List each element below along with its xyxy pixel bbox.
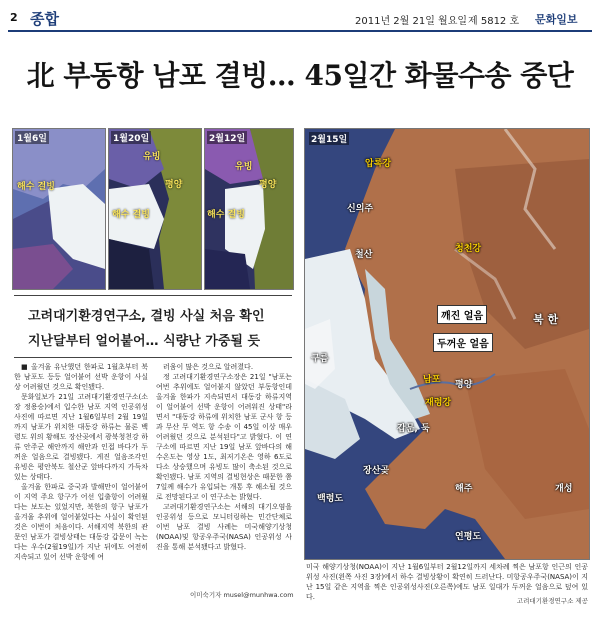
callout-broken-ice: 깨진 얼음: [437, 305, 487, 324]
panel-3-label-pyongyang: 평양: [259, 180, 277, 190]
section-title: 종합: [30, 10, 59, 28]
place-clouds: 구름: [311, 354, 329, 364]
panel-date-3: 2월12일: [207, 131, 247, 144]
issue-date: 2011년 2월 21일 월요일: [355, 16, 468, 27]
headline: 北 부동항 남포 결빙… 45일간 화물수송 중단: [26, 59, 574, 92]
article-column-1: [14, 362, 148, 594]
article-column-2: [156, 362, 292, 584]
satellite-map: [304, 128, 590, 560]
paragraph: 문화일보가 21일 고려대기환경연구소(소장 정용승)에서 입수한 남포 지역 인공위성 사진에 따르면 지난 1월6일부터 2월 19일까지 남포가 위치한 대동강 하류는 물론 백령도 위의 황해도 장산곶에서 광북청천강 하류 안주군 해안까지 해안과 인접 바다가 두꺼운 얼음으로 결빙됐다. 게진 얼음조각인 유빙은 평안북도 철산군 앞바다까지 가득차 있는 상태다.: [14, 393, 148, 481]
place-pyongyang: 평양: [455, 380, 473, 390]
map-date: 2월15일: [309, 132, 349, 145]
satellite-image-1: [13, 129, 105, 289]
publication-name: 문화일보: [535, 13, 578, 26]
paragraph: 고려대기환경연구소는 서해의 대기오염을 인공위성 등으로 모니터링하는 민간단체로 이번 남포 결빙 사례는 미국해양기상청(NOAA)및 항공우주국(NASA) 인공위성 사진을 통해 분석됐다고 밝혔다.: [156, 503, 292, 551]
place-cheongcheon-river: 청천강: [455, 244, 482, 254]
subhead-rule-bottom: [14, 357, 292, 358]
header-rule: [8, 30, 592, 32]
place-jangsangot: 장산곶: [363, 466, 390, 476]
page-number: 2: [10, 11, 18, 24]
place-kaesong: 개성: [555, 484, 573, 494]
subhead-2: 지난달부터 얼어붙어… 식량난 가중될 듯: [28, 334, 261, 349]
subhead-1: 고려대기환경연구소, 결빙 사실 처음 확인: [28, 309, 265, 324]
panel-3-label-ice-floe: 유빙: [235, 162, 253, 172]
place-cheolsan: 철산: [355, 250, 373, 260]
place-lock-gate: 갑문, 둑: [397, 424, 430, 434]
subhead-rule-top: [14, 295, 292, 296]
place-haeju: 해주: [455, 484, 473, 494]
byline: 이미숙기자 musel@munhwa.com: [190, 591, 294, 599]
place-jaeryeong-river: 재령강: [425, 398, 452, 408]
satellite-panel-2: [108, 128, 202, 290]
satellite-panel-1: [12, 128, 106, 290]
panel-3-label-sea-ice: 해수 결빙: [207, 210, 245, 220]
place-sinuiju: 신의주: [347, 204, 374, 214]
edition-number: 제 5812 호: [468, 16, 520, 27]
paragraph: ■ 올겨울 유난했던 한파로 1월초부터 북한 남포도 등등 얼어붙어 선박 운항이 사실상 어려웠던 것으로 확인됐다.: [14, 363, 148, 391]
place-north-korea: 북 한: [533, 313, 559, 326]
paragraph: 올겨울 한파로 중국과 발해만이 얼어붙어 이 지역 주요 항구가 어선 입출항이 어려웠다는 보도는 있었지만, 북한의 항구 남포가 올겨울 추위에 얼어붙었다는 사실이 확인된 것은 이번이 처음이다. 서해지역 북한의 관문인 남포가 결빙상태는 대동강 갑문이 녹는다는 우수(2월19일)가 지난 뒤에도 여전히 지속되고 있어 선박 운항에 여: [14, 483, 148, 561]
panel-date-1: 1월6일: [15, 131, 49, 144]
panel-date-2: 1월20일: [111, 131, 151, 144]
panel-2-label-ice-floe: 유빙: [143, 152, 161, 162]
place-yalu-river: 압록강: [365, 159, 392, 169]
photo-credit: 고려대기환경연구소 제공: [516, 597, 588, 605]
masthead: [0, 0, 600, 34]
map-caption: 미국 해양기상청(NOAA)이 지난 1월6일부터 2월12일까지 세차례 찍은 남포항 인근의 인공위성 사진(왼쪽 사진 3장)에서 하수 결빙상황이 확연히 드러난다. 미항공우주국(NASA)이 지난 15일 같은 지역을 찍은 인공위성사진(오른쪽)에도 남포 일대가 두꺼운 얼음으로 덮여 있다.: [306, 563, 588, 601]
place-nampo: 남포: [423, 375, 441, 385]
place-baengnyeong-island: 백령도: [317, 494, 344, 504]
panel-1-label-sea-ice: 해수 결빙: [17, 182, 55, 192]
callout-thick-ice: 두꺼운 얼음: [433, 333, 493, 352]
paragraph: 정 고려대기환경연구소장은 21일 "남포는 여번 추위에도 얼어붙지 않았던 부동항인데 올겨울 한파가 지속되면서 대동강 하류지역이 얼어붙어 선박 운항이 어려워진 상태"라면서 "대동강 하류에 위치한 남포 군사 항 등 과 무산 무 역도 항 수송 이 45일 이상 매우 어려웠던 것으로 분석된다"고 밝혔다. 이 연구소에 따르면 지난 19일 남포 앞바다의 해수온도는 영상 1도, 최저기온은 영하 6도로 다소 상승했으며 유빙도 많이 축소된 것으로 확인됐다. 남포 지역의 결빙현상은 때문한 쯤 7일께 해수가 유입되는 개통 후 해소될 것으로 전망된다고 이 연구소는 밝혔다.: [156, 373, 292, 501]
paragraph: 러움이 많은 것으로 알려졌다.: [163, 363, 254, 371]
panel-2-label-pyongyang: 평양: [165, 180, 183, 190]
panel-2-label-sea-ice: 해수 결빙: [112, 210, 150, 220]
place-yeonpyeong-island: 연평도: [455, 532, 482, 542]
satellite-panel-3: [204, 128, 294, 290]
